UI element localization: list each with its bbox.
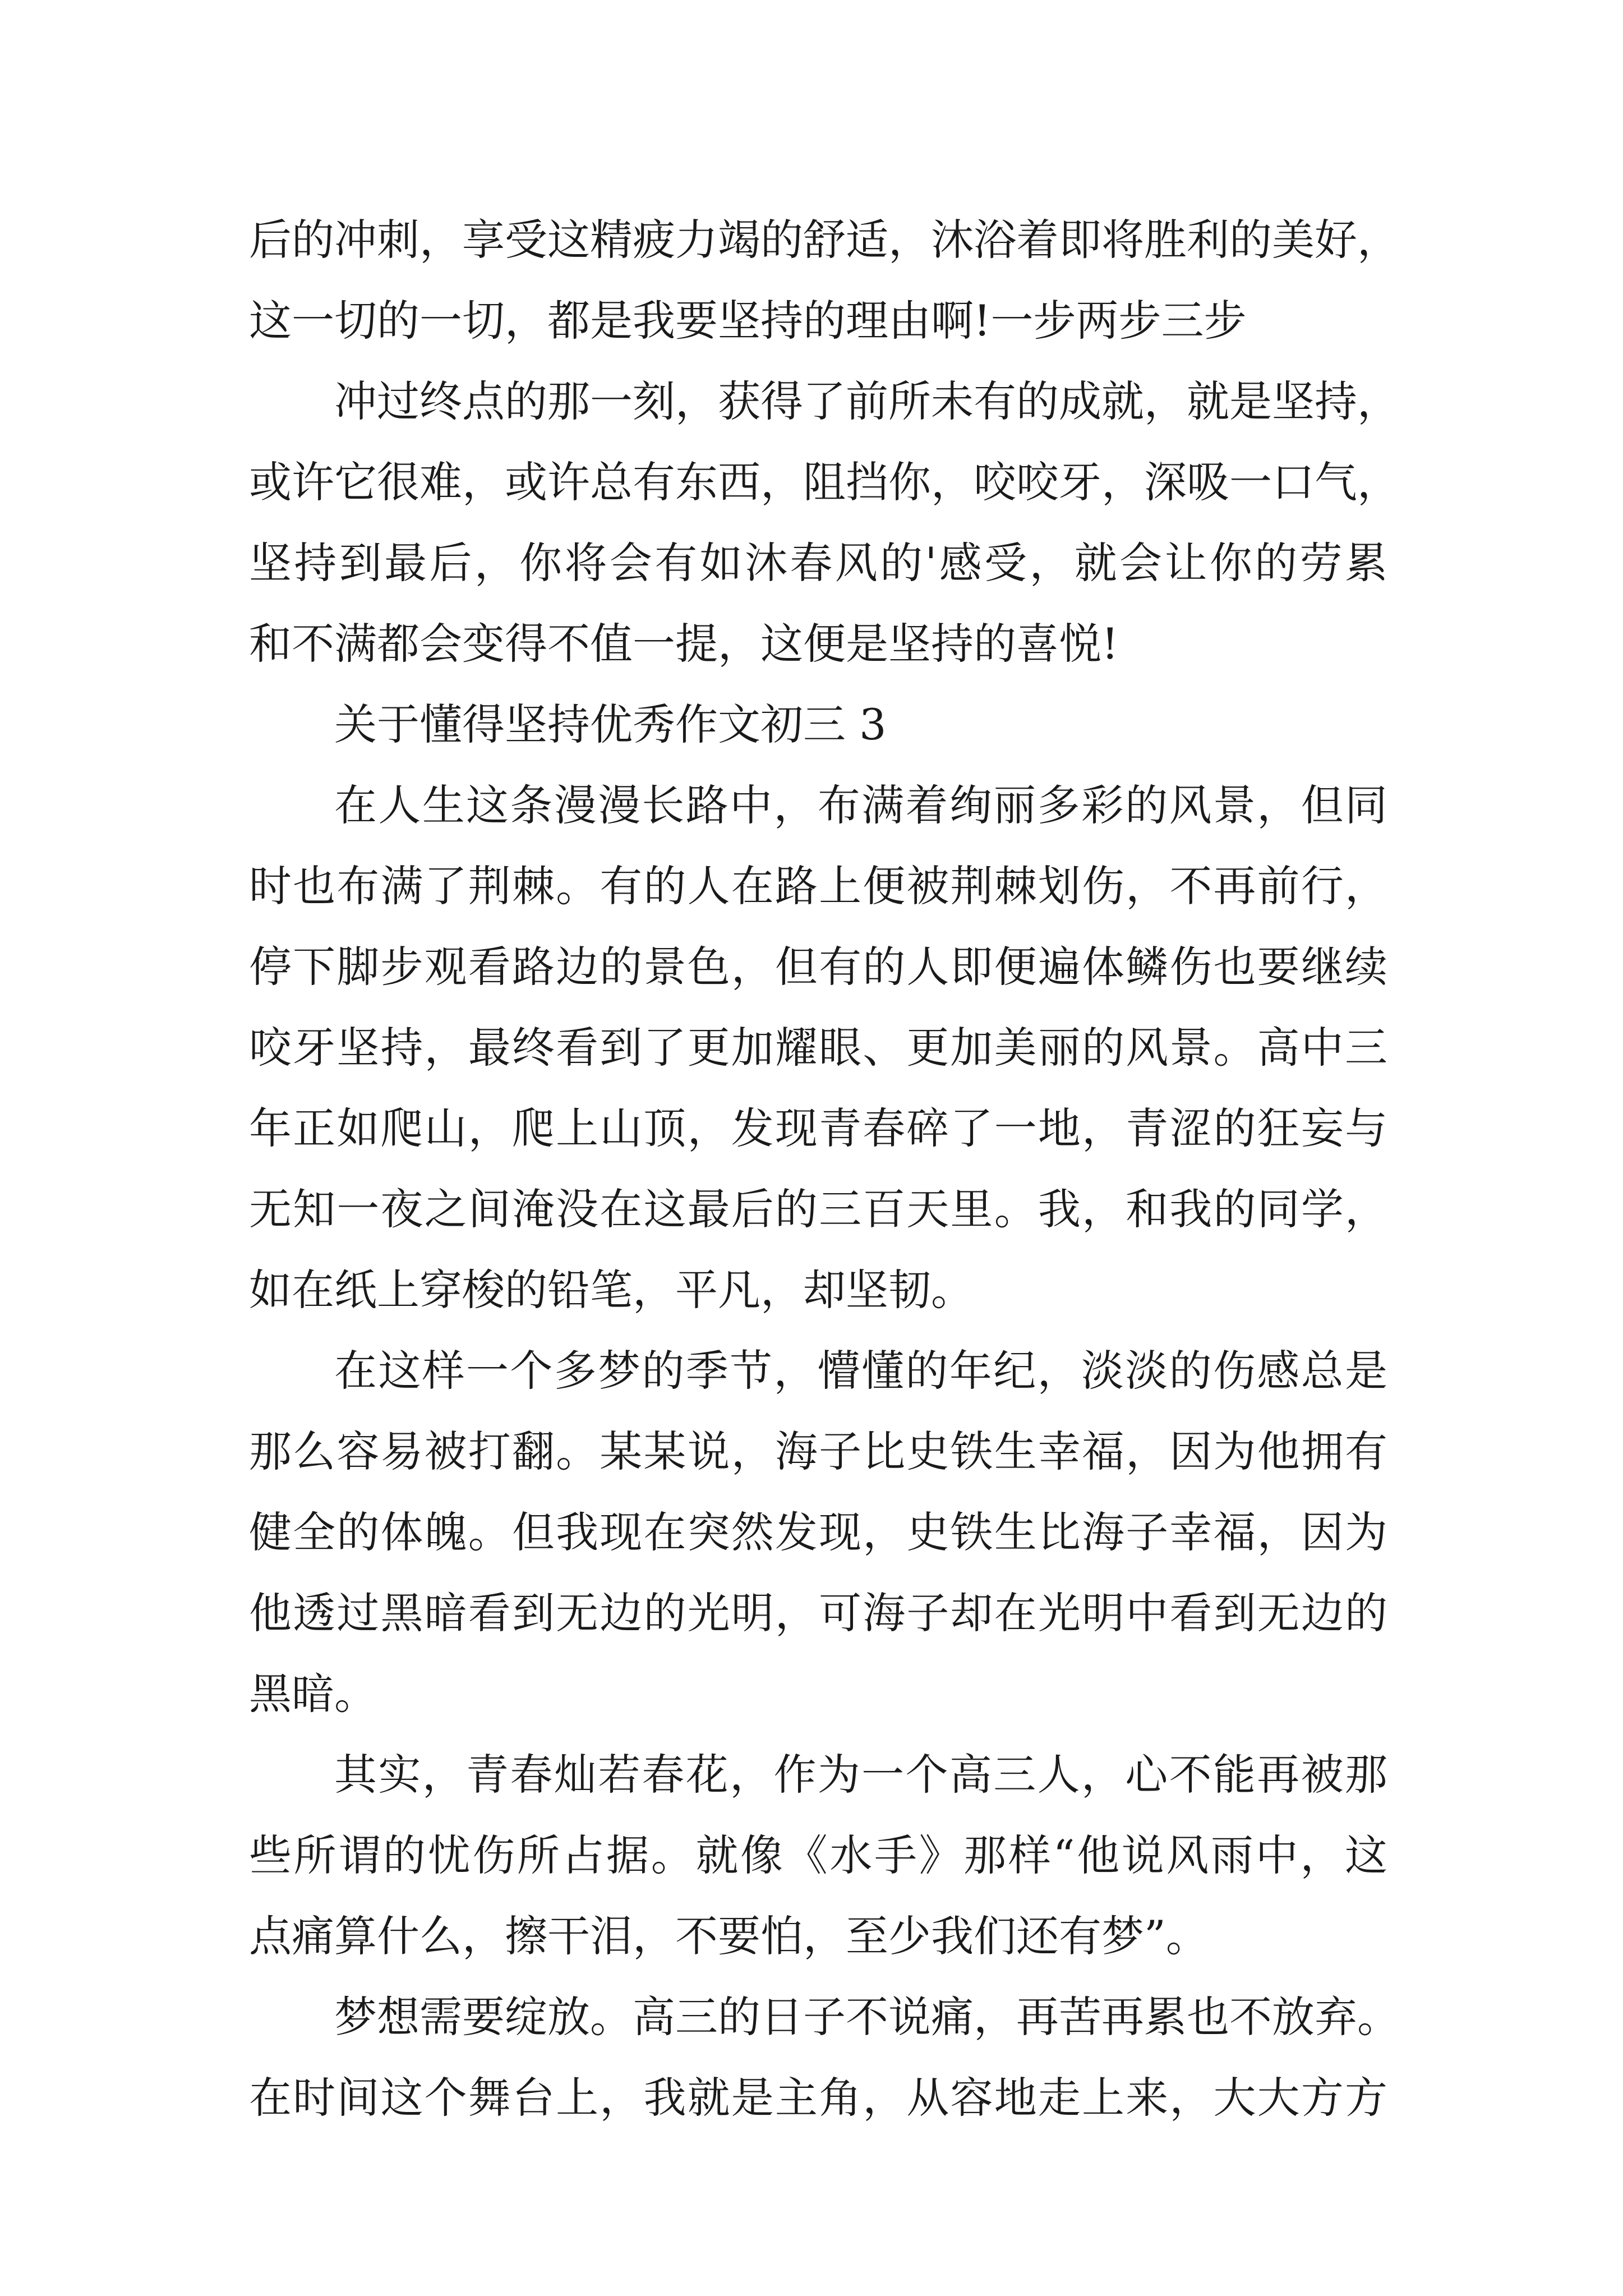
text-line: 坚持到最后，你将会有如沐春风的'感受，就会让你的劳累 (249, 538, 1387, 588)
text-line: 梦想需要绽放。高三的日子不说痛，再苦再累也不放弃。 (334, 1992, 1400, 2042)
text-line: 黑暗。 (249, 1669, 377, 1719)
text-line: 后的冲刺，享受这精疲力竭的舒适，沐浴着即将胜利的美好， (249, 215, 1400, 265)
text-line: 时也布满了荆棘。有的人在路上便被荆棘划伤，不再前行， (249, 861, 1387, 911)
text-line: 在人生这条漫漫长路中，布满着绚丽多彩的风景，但同 (334, 780, 1387, 830)
essay-body (249, 200, 1400, 2138)
text-line: 如在纸上穿梭的铅笔，平凡，却坚韧。 (249, 1265, 974, 1315)
text-line: 在时间这个舞台上，我就是主角，从容地走上来，大大方方 (249, 2073, 1387, 2123)
text-line: 和不满都会变得不值一提，这便是坚持的喜悦! (249, 619, 1119, 669)
text-line: 停下脚步观看路边的景色，但有的人即便遍体鳞伤也要继续 (249, 942, 1387, 992)
text-line: 些所谓的忧伤所占据。就像《水手》那样“他说风雨中，这 (249, 1830, 1387, 1880)
text-line: 那么容易被打翻。某某说，海子比史铁生幸福，因为他拥有 (249, 1427, 1387, 1476)
text-line: 年正如爬山，爬上山顶，发现青春碎了一地，青涩的狂妄与 (249, 1103, 1387, 1153)
text-line: 其实，青春灿若春花，作为一个高三人，心不能再被那 (334, 1750, 1387, 1800)
section-heading: 关于懂得坚持优秀作文初三 3 (334, 700, 887, 749)
text-line: 在这样一个多梦的季节，懵懂的年纪，淡淡的伤感总是 (334, 1346, 1387, 1396)
text-line: 健全的体魄。但我现在突然发现，史铁生比海子幸福，因为 (249, 1507, 1387, 1557)
text-line: 这一切的一切，都是我要坚持的理由啊!一步两步三步 (249, 296, 1247, 346)
text-line: 无知一夜之间淹没在这最后的三百天里。我，和我的同学， (249, 1184, 1387, 1234)
text-line: 冲过终点的那一刻，获得了前所未有的成就，就是坚持， (334, 376, 1400, 426)
text-line: 咬牙坚持，最终看到了更加耀眼、更加美丽的风景。高中三 (249, 1023, 1387, 1073)
text-line: 他透过黑暗看到无边的光明，可海子却在光明中看到无边的 (249, 1588, 1387, 1638)
text-line: 点痛算什么，擦干泪，不要怕，至少我们还有梦”。 (249, 1911, 1209, 1961)
text-line: 或许它很难，或许总有东西，阻挡你，咬咬牙，深吸一口气， (249, 457, 1400, 507)
